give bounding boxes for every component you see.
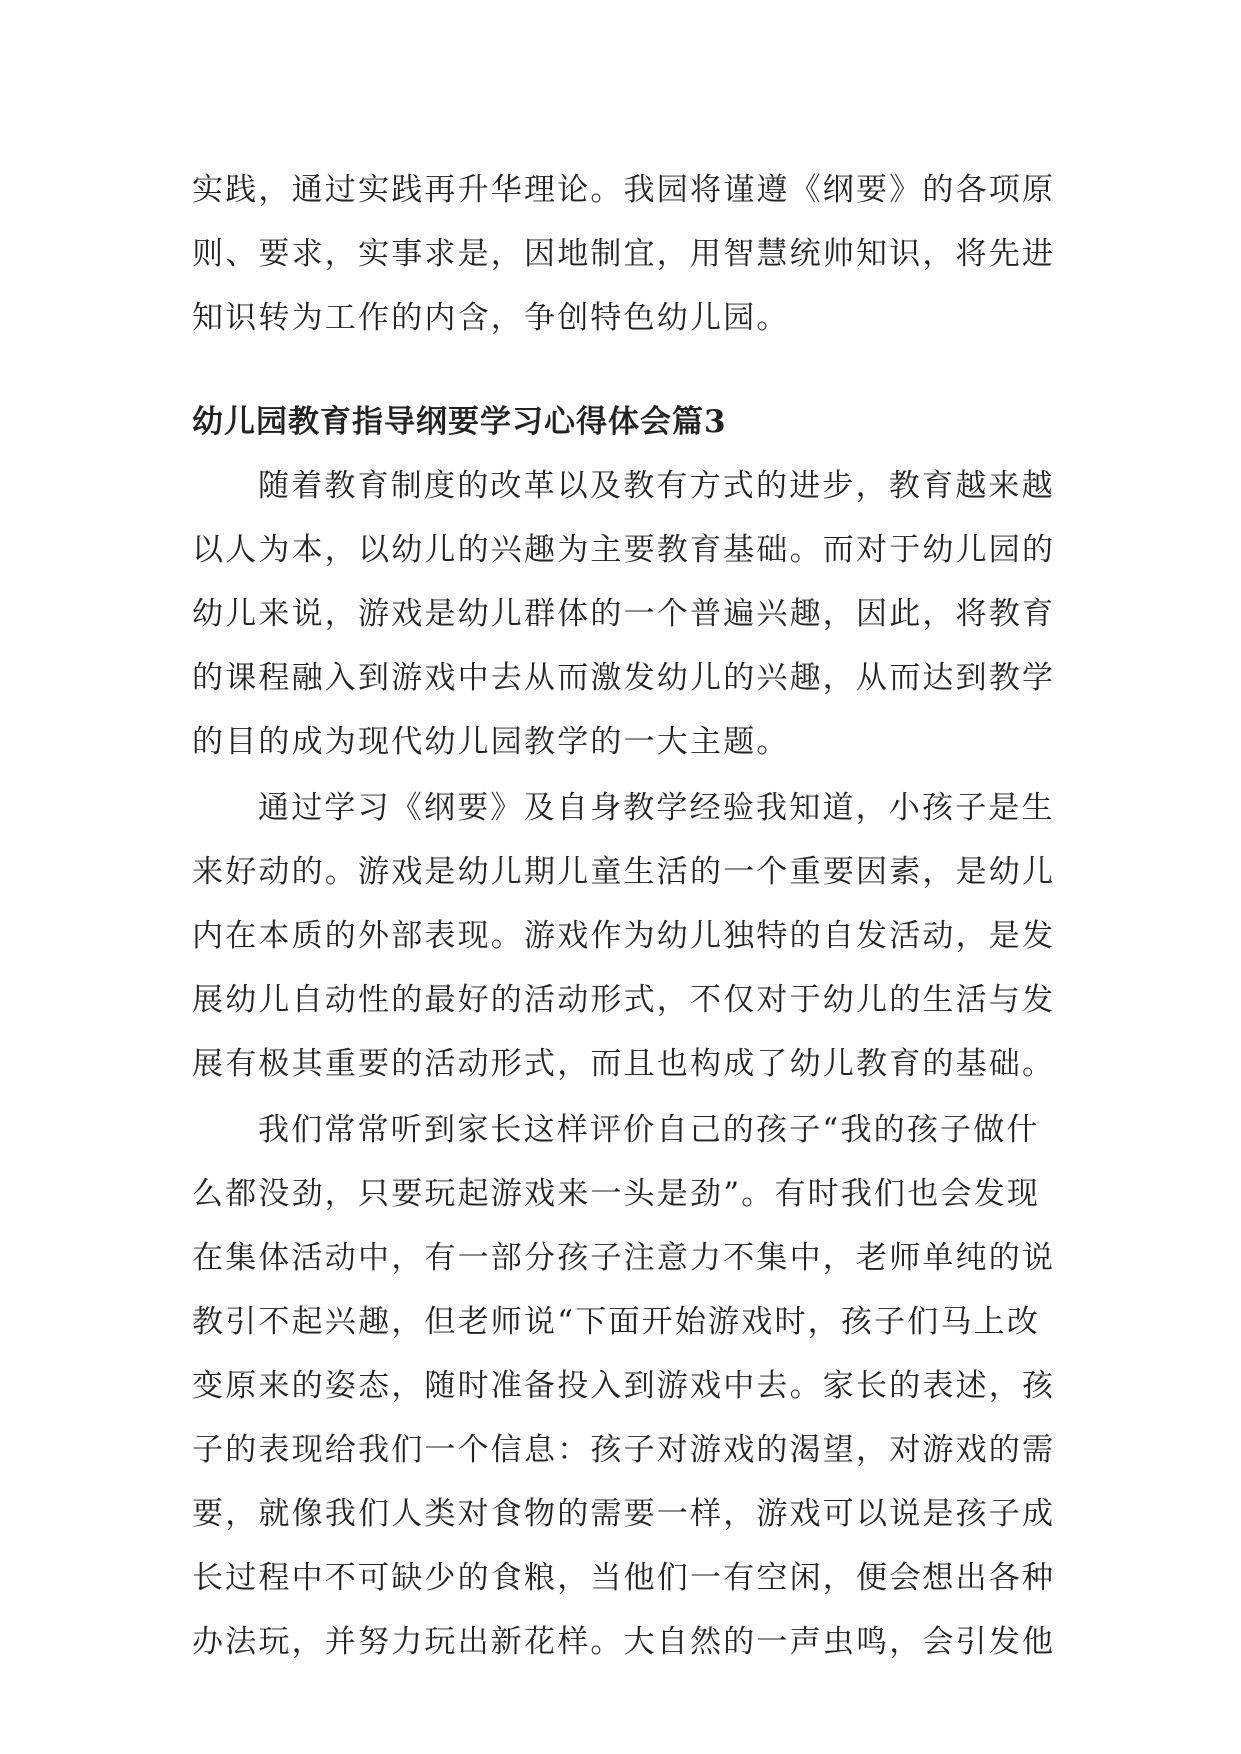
text-line: 子的表现给我们一个信息：孩子对游戏的渴望，对游戏的需 [192,1432,1056,1468]
paragraph-3 [192,1098,1062,1674]
text-line: 要，就像我们人类对食物的需要一样，游戏可以说是孩子成 [192,1496,1056,1532]
text-line: 随着教育制度的改革以及教有方式的进步，教育越来越 [258,468,1055,504]
text-line: 知识转为工作的内含，争创特色幼儿园。 [192,300,790,336]
text-line: 展有极其重要的活动形式，而且也构成了幼儿教育的基础。 [192,1046,1056,1082]
text-line: 办法玩，并努力玩出新花样。大自然的一声虫鸣，会引发他 [192,1624,1056,1660]
text-line: 长过程中不可缺少的食粮，当他们一有空闲，便会想出各种 [192,1560,1056,1596]
paragraph-1 [192,454,1062,774]
text-line: 的课程融入到游戏中去从而激发幼儿的兴趣，从而达到教学 [192,660,1056,696]
text-line: 则、要求，实事求是，因地制宜，用智慧统帅知识，将先进 [192,236,1056,272]
text-line: 教引不起兴趣，但老师说“下面开始游戏时，孩子们马上改 [192,1304,1041,1340]
previous-section-text [192,158,1062,350]
paragraph-2 [192,776,1062,1096]
text-line: 幼儿来说，游戏是幼儿群体的一个普遍兴趣，因此，将教育 [192,596,1056,632]
text-line: 我们常常听到家长这样评价自己的孩子“我的孩子做什 [258,1112,1040,1148]
text-line: 在集体活动中，有一部分孩子注意力不集中，老师单纯的说 [192,1240,1056,1276]
section-heading: 幼儿园教育指导纲要学习心得体会篇3 [192,404,727,440]
text-line: 来好动的。游戏是幼儿期儿童生活的一个重要因素，是幼儿 [192,854,1056,890]
text-line: 实践，通过实践再升华理论。我园将谨遵《纲要》的各项原 [192,172,1056,208]
text-line: 内在本质的外部表现。游戏作为幼儿独特的自发活动，是发 [192,918,1056,954]
text-line: 么都没劲，只要玩起游戏来一头是劲”。有时我们也会发现 [192,1176,1041,1212]
text-line: 的目的成为现代幼儿园教学的一大主题。 [192,724,790,760]
text-line: 通过学习《纲要》及自身教学经验我知道，小孩子是生 [258,790,1055,826]
text-line: 以人为本，以幼儿的兴趣为主要教育基础。而对于幼儿园的 [192,532,1056,568]
text-line: 变原来的姿态，随时准备投入到游戏中去。家长的表述，孩 [192,1368,1056,1404]
text-line: 展幼儿自动性的最好的活动形式，不仅对于幼儿的生活与发 [192,982,1056,1018]
